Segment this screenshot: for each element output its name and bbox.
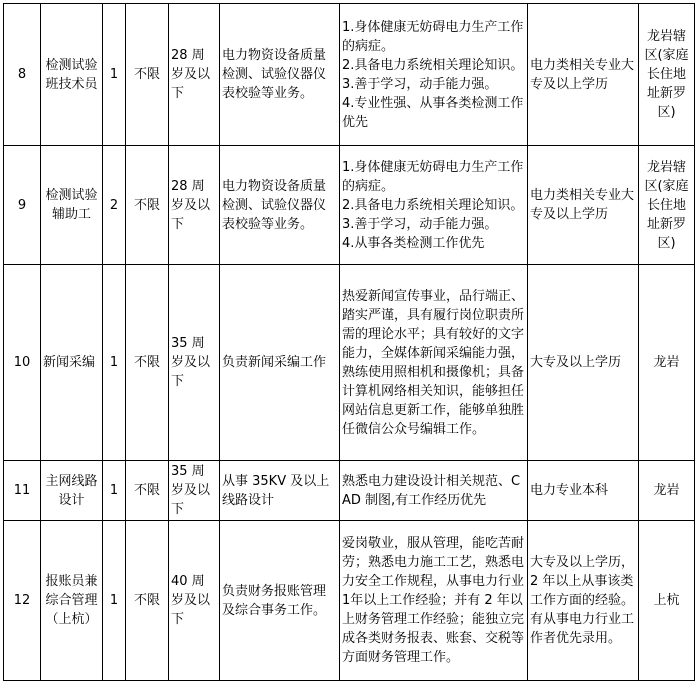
work-location: 龙岩辖区(家庭长住地址新罗区) [639,4,695,146]
position-name: 检测试验班技术员 [41,4,103,146]
job-duty: 电力物资设备质量检测、试验仪器仪表校验等业务。 [220,4,340,146]
gender-requirement: 不限 [126,461,169,521]
education-requirement: 电力专业本科 [528,461,639,521]
requirement-item: 3.善于学习，动手能力强。 [342,216,498,232]
job-duty: 电力物资设备质量检测、试验仪器仪表校验等业务。 [220,146,340,265]
job-duty: 从事 35KV 及以上线路设计 [220,461,340,521]
requirement-item: 4.专业性强、从事各类检测工作优先 [342,95,524,130]
education-requirement: 电力类相关专业大专及以上学历 [528,146,639,265]
education-requirement: 大专及以上学历 [528,265,639,461]
job-requirements [340,146,528,265]
requirement-item: 1.身体健康无妨碍电力生产工作的病症。 [342,159,524,194]
requirement-item: 3.善于学习，动手能力强。 [342,76,498,92]
table-row [4,521,695,681]
work-location: 上杭 [639,521,695,681]
gender-requirement: 不限 [126,146,169,265]
requirement-item: 2.具备电力系统相关理论知识。 [342,197,524,213]
row-number: 12 [4,521,41,681]
position-name: 新闻采编 [41,265,103,461]
headcount: 1 [103,461,126,521]
work-location: 龙岩 [639,265,695,461]
requirement-item: 4.从事各类检测工作优先 [342,235,485,251]
gender-requirement: 不限 [126,521,169,681]
job-duty: 负责新闻采编工作 [220,265,340,461]
row-number: 11 [4,461,41,521]
job-requirements: 熟悉电力建设设计相关规范、CAD 制图,有工作经历优先 [340,461,528,521]
requirement-item: 2.具备电力系统相关理论知识。 [342,57,524,73]
table-row [4,265,695,461]
education-requirement: 大专及以上学历，2 年以上从事该类工作方面的经验。有从事电力行业工作者优先录用。 [528,521,639,681]
job-requirements: 热爱新闻宣传事业，品行端正、踏实严谨，具有履行岗位职责所需的理论水平；具有较好的文字能力，全媒体新闻采编能力强，熟练使用照相机和摄像机；具备计算机网络相关知识，能够担任网站信息更新工作，能够单独胜任微信公众号编辑工作。 [340,265,528,461]
headcount: 1 [103,265,126,461]
job-duty: 负责财务报账管理及综合事务工作。 [220,521,340,681]
table-row [4,4,695,146]
job-requirements: 爱岗敬业，服从管理，能吃苦耐劳；熟悉电力施工工艺，熟悉电力安全工作规程，从事电力行业 1年以上工作经验；并有 2 年以上财务管理工作经验；能独立完成各类财务报表、账套、交税等方面财务管理工作。 [340,521,528,681]
row-number: 8 [4,4,41,146]
age-requirement: 28 周岁及以下 [169,4,220,146]
education-requirement: 电力类相关专业大专及以上学历 [528,4,639,146]
age-requirement: 35 周岁及以下 [169,265,220,461]
headcount: 2 [103,146,126,265]
gender-requirement: 不限 [126,4,169,146]
table-row [4,146,695,265]
job-requirements [340,4,528,146]
row-number: 10 [4,265,41,461]
row-number: 9 [4,146,41,265]
requirement-item: 1.身体健康无妨碍电力生产工作的病症。 [342,19,524,54]
work-location: 龙岩辖区(家庭长住地址新罗区) [639,146,695,265]
headcount: 1 [103,4,126,146]
age-requirement: 40 周岁及以下 [169,521,220,681]
position-name: 报账员兼综合管理（上杭） [41,521,103,681]
work-location: 龙岩 [639,461,695,521]
table-row [4,461,695,521]
recruitment-table [3,3,695,681]
position-name: 检测试验辅助工 [41,146,103,265]
position-name: 主网线路设计 [41,461,103,521]
age-requirement: 35 周岁及以下 [169,461,220,521]
gender-requirement: 不限 [126,265,169,461]
headcount: 1 [103,521,126,681]
age-requirement: 28 周岁及以下 [169,146,220,265]
